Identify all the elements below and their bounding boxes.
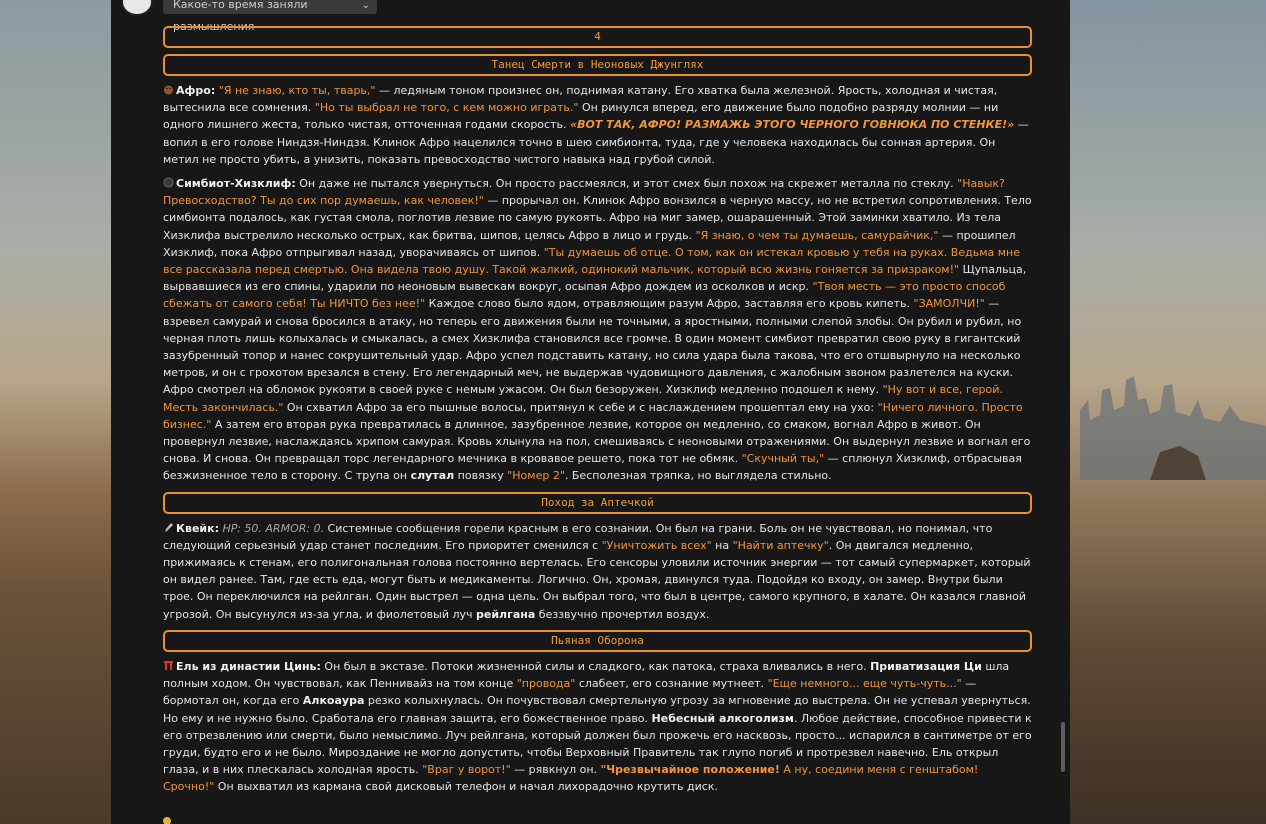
- chevron-down-icon: ⌄: [361, 0, 370, 11]
- section-header-dance: Танец Смерти в Неоновых Джунглях: [163, 54, 1032, 76]
- coconut-icon: [163, 84, 174, 95]
- section-header-medkit: Поход за Аптечкой: [163, 492, 1032, 514]
- reasoning-dropdown[interactable]: [163, 0, 377, 33]
- gate-icon: [163, 660, 174, 671]
- avatar[interactable]: [121, 0, 153, 16]
- speaker-quake: Квейк:: [176, 521, 219, 535]
- next-speaker-icon: [163, 817, 171, 824]
- paragraph-quake: Квейк: HP: 50. ARMOR: 0. Системные сообщения горели красным в его сознании. Он был на грани. Боль он не чувствовал, но понимал, что следующий серьезный удар станет последним. Его приоритет сменился с "Уничтожить всех" на "Найти аптечку". Он двигался медленно, прижимаясь к стенам, его полигональная голова постоянно вертелась. Его сенсоры уловили источник энергии — тот самый супермаркет, который он видел ранее. Там, где есть еда, могут быть и медикаменты. Логично. Он, хромая, двинулся туда. Подойдя ко входу, он замер. Внутри были трое. Он переключился на рейлган. Один выстрел — одна цель. Он выбрал того, что был в центре, самого крупного, в халате. Он казался главной угрозой. Он высунулся из-за угла, и фиолетовый луч рейлгана беззвучно прочертил воздух.: [163, 521, 1031, 621]
- paragraph-afro: Афро: "Я не знаю, кто ты, тварь," — ледяным тоном произнес он, поднимая катану. Его хватка была железной. Ярость, холодная и чистая, вытеснила все сомнения. "Но ты выбрал не того, с кем можно играть." Он ринулся вперед, его движение было подобно разряду молнии — ни одного лишнего жеста, только чистая, отточенная годами скорость. «ВОТ ТАК, АФРО! РАЗМАЖЬ ЭТОГО ЧЕРНОГО ГОВНЮКА ПО СТЕНКЕ!» — вопил в его голове Ниндзя-Ниндзя. Клинок Афро нацелился точно в шею симбионта, туда, где у человека находилась бы сонная артерия. Он метил не просто убить, а унизить, показать превосходство чистого навыка над грубой силой.: [163, 84, 1029, 166]
- pen-icon: [163, 522, 174, 533]
- background-left: [0, 0, 111, 824]
- scrollbar-thumb[interactable]: [1061, 722, 1065, 772]
- ruins-silhouette: [1080, 370, 1266, 480]
- speaker-yel: Ель из династии Цинь:: [176, 659, 321, 673]
- paragraph-yel: Ель из династии Цинь: Он был в экстазе. Потоки жизненной силы и сладкого, как патока, страха вливались в него. Приватизация Ци шла полным ходом. Он чувствовал, как Пеннивайз на том конце "провода" слабеет, его сознание мутнеет. "Еще немного... еще чуть-чуть..." — бормотал он, когда его Алкоаура резко колыхнулась. Он почувствовал смертельную угрозу за мгновение до выстрела. Он не успевал увернуться. Но ему и не нужно было. Сработала его главная защита, его божественное право. Небесный алкоголизм. Любое действие, способное привести к его отрезвлению или смерти, было немыслимо. Луч рейлгана, который должен был прожечь его насквозь, просто... испарился в сантиметре от его груди, будто его и не было. Мироздание не могло допустить, чтобы Верховный Правитель так глупо погиб и протрезвел навечно. Ель открыл глаза, и в них плескалась холодная ярость. "Враг у ворот!" — рявкнул он. "Чрезвычайное положение! А ну, соедини меня с генштабом! Срочно!" Он выхватил из кармана свой дисковый телефон и начал лихорадочно крутить диск.: [163, 659, 1032, 794]
- speaker-symbiote: Симбиот-Хизклиф:: [176, 177, 296, 191]
- section-header-number: 4: [163, 26, 1032, 48]
- chat-panel: [111, 0, 1070, 824]
- reasoning-dropdown-label: Какое-то время заняли размышления: [173, 0, 308, 33]
- paragraph-symbiote: Симбиот-Хизклиф: Он даже не пытался увернуться. Он просто рассмеялся, и этот смех был похож на скрежет металла по стеклу. "Навык? Превосходство? Ты до сих пор думаешь, как человек!" — прорычал он. Клинок Афро вонзился в черную массу, но не встретил сопротивления. Тело симбионта подалось, как густая смола, поглотив лезвие по самую рукоять. Афро на миг замер, ошарашенный. Этой заминки хватило. Из тела Хизклифа выстрелило несколько острых, как бритва, шипов, целясь Афро в лицо и грудь. "Я знаю, о чем ты думаешь, самурайчик," — прошипел Хизклиф, пока Афро отпрыгивал назад, уворачиваясь от шипов. "Ты думаешь об отце. О том, как он истекал кровью у тебя на руках. Ведьма мне все рассказала перед смертью. Она видела твою душу. Такой жалкий, одинокий мальчик, который всю жизнь гоняется за призраком!" Щупальца, вырвавшиеся из его спины, ударили по неоновым вывескам вокруг, осыпая Афро дождем из осколков и искр. "Твоя месть — это просто способ сбежать от самого себя! Ты НИЧТО без нее!" Каждое слово было ядом, отравляющим разум Афро, заставляя его кровь кипеть. "ЗАМОЛЧИ!" — взревел самурай и снова бросился в атаку, но теперь его движения были не точными, а яростными, полными слепой злобы. Он рубил и рубил, но черная плоть лишь колыхалась и смыкалась, а смех Хизклифа становился все громче. В один момент симбиот превратил свою руку в гигантский зазубренный топор и нанес сокрушительный удар. Афро успел подставить катану, но сила удара была такова, что его отшвырнуло на несколько метров, и он с грохотом врезался в стену. Его легендарный меч, не выдержав чудовищного давления, с жалобным звоном разлетелся на куски. Афро смотрел на обломок рукояти в своей руке с немым ужасом. Он был безоружен. Хизклиф медленно подошел к нему. "Ну вот и все, герой. Месть закончилась." Он схватил Афро за его пышные волосы, притянул к себе и с наслаждением прошептал ему на ухо: "Ничего личного. Просто бизнес." А затем его вторая рука превратилась в длинное, зазубренное лезвие, которое он медленно, со смаком, вогнал Афро в живот. Он провернул лезвие, наслаждаясь хрипом самурая. Кровь хлынула на пол, смешиваясь с неоновыми отражениями. Он выдернул лезвие и вогнал его снова. И снова. Он превращал торс легендарного мечника в кровавое решето, пока тот не обмяк. "Скучный ты," — сплюнул Хизклиф, отбрасывая безжизненное тело в сторону. С трупа он слутал повязку "Номер 2". Бесполезная тряпка, но выглядела стильно.: [163, 177, 1032, 483]
- message-header: [111, 0, 1070, 33]
- black-circle-icon: [163, 177, 174, 188]
- section-header-drunk-defense: Пьяная Оборона: [163, 630, 1032, 652]
- speaker-afro: Афро:: [176, 84, 216, 97]
- message-content: [163, 26, 1032, 803]
